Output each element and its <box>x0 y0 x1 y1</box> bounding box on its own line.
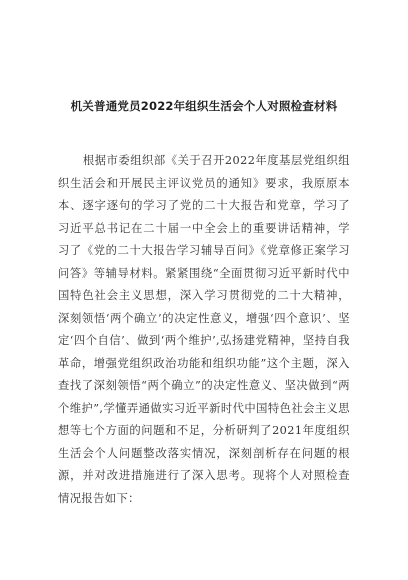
document-body <box>58 150 350 510</box>
body-paragraph: 根据市委组织部《关于召开2022年度基层党组织组织生活会和开展民主评议党员的通知》要求，我原原本本、逐字逐句的学习了党的二十大报告和党章，学习了习近平总书记在二十届一中全会上的重要讲话精神，学习了《党的二十大报告学习辅导百问》《党章修正案学习问答》等辅导材料。紧紧围绕“全面贯彻习近平新时代中国特色社会主义思想，深入学习贯彻党的二十大精神，深刻领悟‘两个确立’的决定性意义，增强‘四个意识’、坚定‘四个自信’、做到‘两个维护’,弘扬建党精神，坚持自我革命，增强党组织政治功能和组织功能”这个主题，深入查找了深刻领悟“两个确立”的决定性意义、坚决做到“两个维护”,学懂弄通做实习近平新时代中国特色社会主义思想等七个方面的问题和不足，分析研判了2021年度组织生活会个人问题整改落实情况，深刻剖析存在问题的根源，并对改进措施进行了深入思考。现将个人对照检查情况报告如下： <box>58 154 350 505</box>
document-title: 机关普通党员2022年组织生活会个人对照检查材料 <box>70 99 338 113</box>
